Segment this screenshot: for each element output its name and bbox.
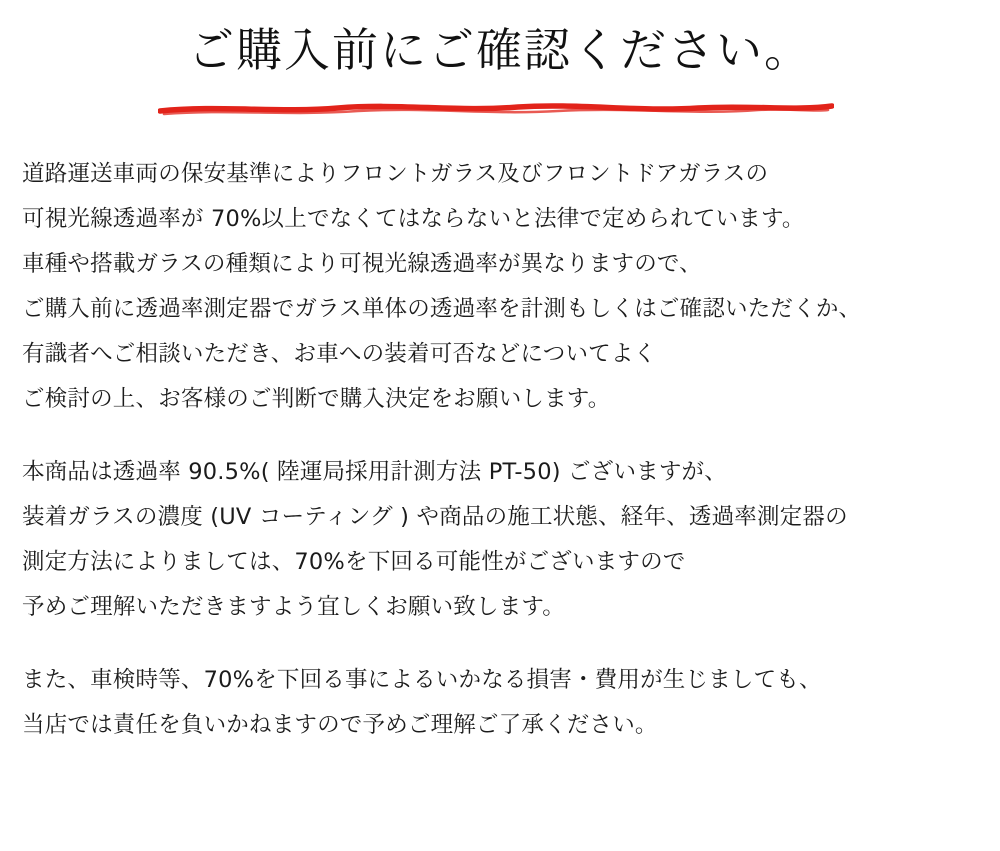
paragraph-liability-notice (22, 658, 972, 748)
text-line: 有識者へご相談いただき、お車への装着可否などについてよく (22, 341, 657, 367)
text-line: ご購入前に透過率測定器でガラス単体の透過率を計測もしくはご確認いただくか、 (22, 296, 862, 322)
text-line: 予めご理解いただきますよう宜しくお願い致します。 (22, 594, 566, 620)
text-line: ご検討の上、お客様のご判断で購入決定をお願いします。 (22, 386, 611, 412)
text-line: 可視光線透過率が 70%以上でなくてはならないと法律で定められています。 (22, 206, 805, 232)
paragraph-product-spec (22, 450, 972, 630)
body-text (22, 152, 972, 748)
text-line: 道路運送車両の保安基準によりフロントガラス及びフロントドアガラスの (22, 161, 769, 187)
page-title: ご購入前にご確認ください。 (188, 23, 812, 77)
text-line: 本商品は透過率 90.5%( 陸運局採用計測方法 PT-50) ございますが、 (22, 459, 727, 485)
text-line: また、車検時等、70%を下回る事によるいかなる損害・費用が生じましても、 (22, 667, 822, 693)
red-underline-icon (158, 100, 834, 118)
heading-block (0, 22, 1000, 80)
text-line: 測定方法によりましては、70%を下回る可能性がございますので (22, 549, 686, 575)
text-line: 装着ガラスの濃度 (UV コーティング ) や商品の施工状態、経年、透過率測定器の (22, 504, 848, 530)
text-line: 当店では責任を負いかねますので予めご理解ご了承ください。 (22, 712, 658, 738)
text-line: 車種や搭載ガラスの種類により可視光線透過率が異なりますので、 (22, 251, 702, 277)
paragraph-legal-notice (22, 152, 972, 422)
